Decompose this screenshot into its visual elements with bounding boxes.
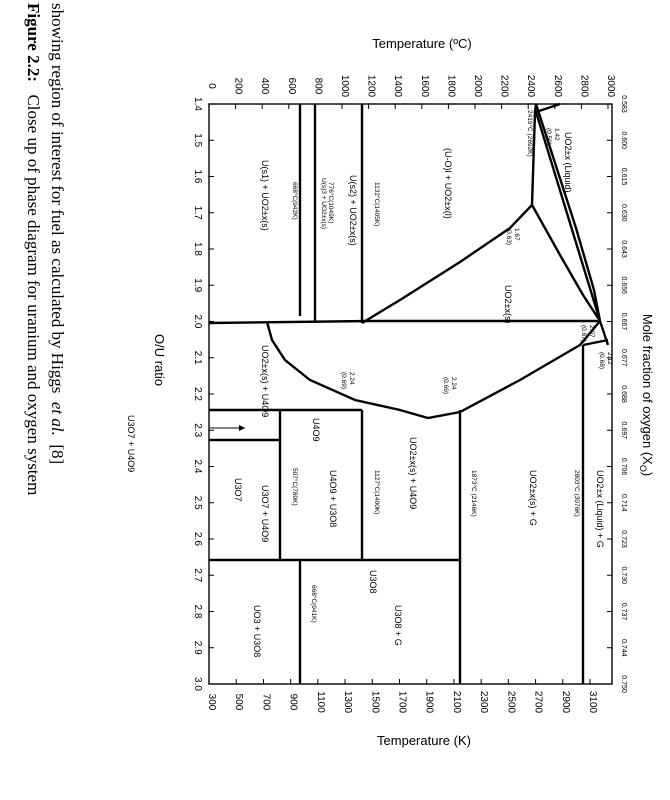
celsius-tick-label: 1000 [339, 74, 350, 98]
ou-tick-label: 3.0 [192, 677, 203, 691]
region-u3o7-u4o9-outside: U3O7 + U4O9 [126, 415, 136, 473]
ou-tick-label: 2.1 [192, 350, 203, 365]
ann-0-67: (0.67) [580, 325, 587, 342]
ann-0-69b: (0.69) [442, 377, 449, 394]
figure-caption [24, 3, 43, 495]
mole-tick-label: 0.706 [620, 457, 627, 476]
mole-tick-label: 0.677 [620, 348, 627, 367]
region-u4o9-u3o8: U4O9 + U3O8 [328, 470, 338, 528]
region-u-s3: U(s)3 + UO2±x(s) [320, 178, 327, 230]
ann-668: 668°C(942K) [291, 182, 298, 220]
stoichiometric-line [209, 321, 370, 323]
ou-ratio-ticks [192, 97, 214, 691]
kelvin-axis-label: Temperature (K) [377, 733, 471, 748]
kelvin-tick-label: 2300 [478, 690, 490, 714]
ou-tick-label: 2.3 [192, 423, 203, 438]
region-u3o7: U3O7 [233, 478, 243, 502]
mole-tick-label: 0.630 [620, 203, 627, 222]
ann-1-42: 1.42 [553, 128, 560, 141]
kelvin-tick-label: 2900 [559, 690, 571, 714]
mole-tick-label: 0.730 [620, 566, 627, 585]
ou-tick-label: 2.9 [192, 640, 203, 655]
ou-tick-label: 1.9 [192, 278, 203, 293]
ou-tick-label: 2.5 [192, 495, 203, 510]
mole-tick-label: 0.750 [620, 675, 627, 693]
ou-tick-label: 2.8 [192, 604, 203, 619]
celsius-tick-label: 1400 [392, 74, 404, 98]
kelvin-tick-label: 2100 [450, 690, 462, 714]
svg-text:Figure 2.2: Close up of [24, 3, 43, 495]
caption-ref: [8] [48, 444, 67, 465]
svg-text:showing region of interest for [48, 3, 67, 464]
celsius-tick-label: 3000 [605, 74, 616, 98]
mole-tick-label: 0.615 [620, 167, 627, 186]
region-uo3-u3o8: UO3 + U3O8 [252, 605, 262, 658]
kelvin-tick-label: 300 [206, 693, 217, 711]
ann-668k: 668°C(941K) [310, 585, 317, 623]
kelvin-tick-label: 2500 [505, 690, 517, 714]
region-uo2-g: UO2±x(s) + G [528, 470, 538, 526]
kelvin-tick-label: 1500 [369, 690, 381, 714]
celsius-tick-label: 2800 [578, 74, 590, 98]
kelvin-tick-label: 1700 [396, 690, 408, 714]
mole-tick-label: 0.697 [620, 421, 627, 440]
mole-fraction-ticks [607, 95, 627, 693]
celsius-tick-label: 1800 [445, 74, 457, 98]
region-uo2-u4o9: UO2±x(s) + U4O9 [260, 345, 270, 418]
ou-tick-label: 1.4 [192, 97, 203, 111]
celsius-tick-label: 2600 [551, 74, 563, 98]
ou-tick-label: 2.2 [192, 387, 203, 401]
celsius-tick-label: 2200 [498, 74, 510, 98]
mole-tick-label: 0.737 [620, 602, 627, 621]
ann-1132: 1132°C(1405K) [373, 182, 380, 227]
caption-line-2: showing region of interest for fuel as calculated by Higgs [48, 3, 67, 394]
celsius-tick-label: 400 [259, 77, 271, 95]
celsius-tick-label: 2400 [525, 74, 537, 98]
mole-tick-label: 0.600 [620, 131, 627, 150]
kelvin-tick-label: 3100 [587, 690, 598, 714]
region-u3o7-u4o9: U3O7 + U4O9 [260, 485, 270, 543]
ann-1873: 1873°C (2146K) [470, 470, 477, 517]
kelvin-tick-label: 1100 [314, 691, 326, 713]
ou-tick-label: 2.0 [192, 314, 203, 329]
mole-tick-label: 0.714 [620, 493, 627, 512]
ou-tick-label: 2.7 [192, 568, 203, 583]
ann-776: 776°C(1049K) [327, 182, 334, 224]
caption-line-1: Close up of phase diagram for uranium and oxygen system [24, 94, 43, 496]
ou-tick-label: 2.6 [192, 532, 203, 546]
mole-tick-label: 0.643 [620, 240, 627, 258]
region-uo2-solid: UO2±x(s) [503, 285, 513, 324]
ann-0-63: (0.63) [505, 228, 512, 245]
ann-2803: 2803°C (3076K) [573, 470, 580, 517]
region-u-s2: U(s2) + UO2±x(s) [348, 175, 358, 246]
kelvin-tick-label: 1900 [423, 690, 435, 714]
monotectic-line [536, 104, 560, 112]
ou-tick-label: 1.8 [192, 242, 203, 256]
hyper-boundary [267, 321, 600, 418]
kelvin-tick-label: 500 [233, 693, 245, 711]
region-liquid-two-phase: (U-O)l + UO2±x(l) [443, 148, 453, 219]
kelvin-tick-label: 2700 [532, 690, 544, 714]
region-liquid: UO2±x (Liquid) [563, 132, 573, 193]
mole-tick-label: 0.744 [620, 638, 627, 657]
ann-2-07: 2.07 [588, 325, 595, 338]
ann-1-67: 1.67 [513, 228, 520, 241]
region-liquid-g: UO2±x (Liquid) + G [595, 470, 605, 548]
ou-tick-label: 1.5 [192, 133, 203, 148]
region-u3o8-g: U3O8 + G [393, 605, 403, 646]
ou-tick-label: 1.7 [192, 205, 203, 220]
ann-0-59: (0.59) [545, 128, 552, 145]
ann-0-68: (0.68) [598, 352, 605, 369]
mole-tick-label: 0.688 [620, 385, 627, 403]
kelvin-tick-label: 700 [260, 693, 272, 711]
celsius-axis-label: Temperature (ºC) [372, 36, 472, 51]
celsius-tick-label: 2000 [472, 74, 483, 98]
ann-2-24b: 2.24 [450, 377, 457, 390]
ann-2-24a: 2.24 [348, 372, 355, 385]
caption-italic: et al. [48, 401, 67, 436]
ann-0-69a: (0.69) [340, 372, 347, 389]
region-u3o8: U3O8 [368, 570, 378, 594]
ou-tick-label: 2.4 [192, 459, 203, 474]
region-uo2-u4o9-high: UO2±x(s) + U4O9 [408, 437, 418, 510]
x-axis-label: O/U ratio [152, 333, 167, 387]
caption-label: Figure 2.2: [24, 3, 43, 83]
celsius-tick-label: 600 [285, 77, 297, 95]
celsius-tick-label: 1200 [365, 74, 377, 98]
mole-tick-label: 0.723 [620, 530, 627, 548]
celsius-tick-label: 200 [232, 77, 244, 95]
ann-1127: 1127°C(1400K) [373, 470, 380, 515]
mole-fraction-axis-label: Mole fraction of oxygen $(X_O)$ [638, 313, 655, 477]
region-u-s1: U(s1) + UO2±x(s) [260, 160, 270, 231]
celsius-tick-label: 1600 [418, 74, 430, 98]
kelvin-tick-label: 900 [287, 693, 299, 711]
kelvin-tick-label: 1300 [342, 690, 354, 714]
mole-tick-label: 0.583 [620, 95, 627, 113]
ann-2419: 2419°C (2692K) [526, 110, 533, 157]
ann-2-12: 2.12 [606, 352, 613, 365]
mole-tick-label: 0.656 [620, 276, 627, 295]
ou-tick-label: 1.6 [192, 169, 203, 184]
ann-507: 507°C(780K) [291, 468, 298, 506]
mole-tick-label: 0.667 [620, 312, 627, 331]
region-u4o9: U4O9 [311, 418, 321, 442]
celsius-tick-label: 800 [312, 77, 324, 95]
celsius-tick-label: 0 [206, 83, 217, 89]
